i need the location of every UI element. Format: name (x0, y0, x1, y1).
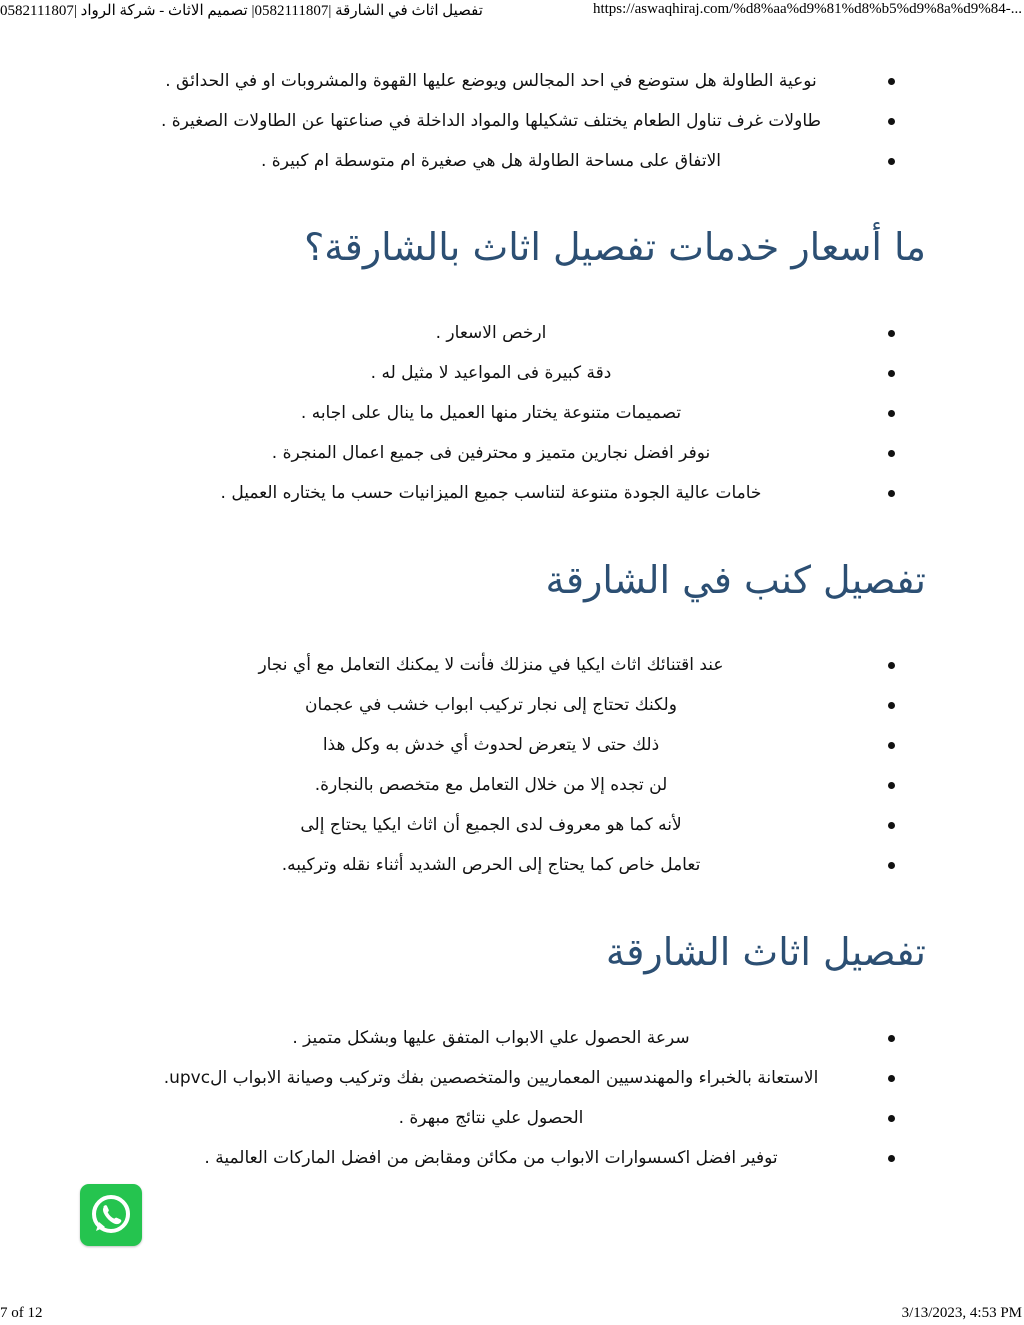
whatsapp-icon (80, 1184, 142, 1246)
print-footer (0, 1303, 1024, 1325)
bullet-dot (888, 862, 895, 869)
bullet-dot (888, 490, 895, 497)
list-item: نوفر افضل نجارين متميز و محترفين فى جميع اعمال المنجرة . (96, 433, 926, 473)
bullet-dot (888, 1155, 895, 1162)
heading-prices: ما أسعار خدمات تفصيل اثاث بالشارقة؟ (304, 225, 926, 269)
bullet-dot (888, 450, 895, 457)
list-item: تصميمات متنوعة يختار منها العميل ما ينال على اجابه . (96, 393, 926, 433)
list-item: طاولات غرف تناول الطعام يختلف تشكيلها والمواد الداخلة في صناعتها عن الطاولات الصغيرة . (96, 101, 926, 141)
bullet-dot (888, 1075, 895, 1082)
list-item: الحصول علي نتائج مبهرة . (96, 1098, 926, 1138)
list-item: سرعة الحصول علي الابواب المتفق عليها وبشكل متميز . (96, 1018, 926, 1058)
page-number: 7 of 12 (0, 1305, 43, 1321)
table-options-list (96, 61, 926, 181)
list-item: عند اقتنائك اثاث ايكيا في منزلك فأنت لا يمكنك التعامل مع أي نجار (96, 645, 926, 685)
list-item: ارخص الاسعار . (96, 313, 926, 353)
print-header (0, 0, 1024, 22)
bullet-dot (888, 330, 895, 337)
bullet-dot (888, 410, 895, 417)
prices-list (96, 313, 926, 513)
list-item: ذلك حتى لا يتعرض لحدوث أي خدش به وكل هذا (96, 725, 926, 765)
bullet-dot (888, 822, 895, 829)
bullet-dot (888, 78, 895, 85)
heading-sofas: تفصيل كنب في الشارقة (545, 558, 926, 602)
list-item: لأنه كما هو معروف لدى الجميع أن اثاث ايكيا يحتاج إلى (96, 805, 926, 845)
sofas-list (96, 645, 926, 885)
list-item: الاتفاق على مساحة الطاولة هل هي صغيرة ام متوسطة ام كبيرة . (96, 141, 926, 181)
bullet-dot (888, 782, 895, 789)
bullet-dot (888, 662, 895, 669)
list-item: توفير افضل اكسسوارات الابواب من مكائن ومقابض من افضل الماركات العالمية . (96, 1138, 926, 1178)
list-item: نوعية الطاولة هل ستوضع في احد المجالس ويوضع عليها القهوة والمشروبات او في الحدائق . (96, 61, 926, 101)
list-item: لن تجده إلا من خلال التعامل مع متخصص بالنجارة. (96, 765, 926, 805)
print-header-url[interactable]: https://aswaqhiraj.com/%d8%aa%d9%81%d8%b5%d9%8a%d9%84-... (592, 1, 1022, 17)
print-header-title: تفصيل اثاث في الشارقة |0582111807| تصميم الاثاث - شركة الرواد |0582111807 (0, 3, 483, 19)
bullet-dot (888, 118, 895, 125)
bullet-dot (888, 158, 895, 165)
print-date: 3/13/2023, 4:53 PM (901, 1305, 1022, 1321)
furniture-list (96, 1018, 926, 1178)
list-item: خامات عالية الجودة متنوعة لتناسب جميع الميزانيات حسب ما يختاره العميل . (96, 473, 926, 513)
bullet-dot (888, 370, 895, 377)
list-item: ولكنك تحتاج إلى نجار تركيب ابواب خشب في عجمان (96, 685, 926, 725)
list-item: دقة كبيرة فى المواعيد لا مثيل له . (96, 353, 926, 393)
heading-furniture: تفصيل اثاث الشارقة (605, 930, 926, 974)
bullet-dot (888, 1115, 895, 1122)
bullet-dot (888, 742, 895, 749)
bullet-dot (888, 702, 895, 709)
bullet-dot (888, 1035, 895, 1042)
list-item: تعامل خاص كما يحتاج إلى الحرص الشديد أثناء نقله وتركيبه. (96, 845, 926, 885)
list-item: الاستعانة بالخبراء والمهندسيين المعماريين والمتخصصين بفك وتركيب وصيانة الابواب الupvc. (96, 1058, 926, 1098)
whatsapp-button[interactable] (80, 1184, 142, 1246)
